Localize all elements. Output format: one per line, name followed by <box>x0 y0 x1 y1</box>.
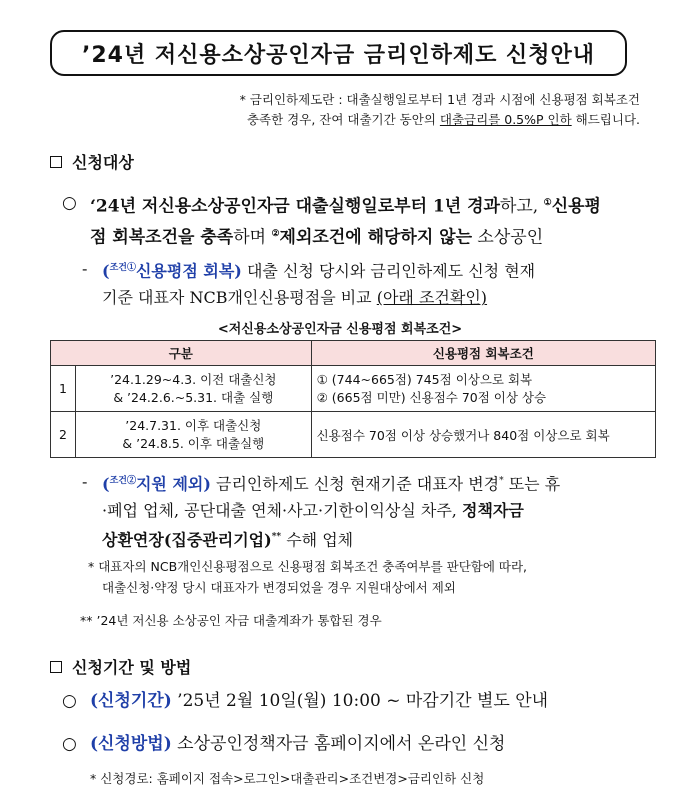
period-line1: ’24.1.29~4.3. 이전 대출신청 <box>110 371 277 387</box>
dash-bullet: - <box>82 472 88 491</box>
bullet-text1: 하고, <box>499 196 544 217</box>
table-row <box>51 412 656 458</box>
row-number: 2 <box>51 412 76 458</box>
recovery-table <box>50 340 656 458</box>
bullet-text2: 하며 <box>233 227 272 248</box>
cond1-text2-underline: (아래 조건확인) <box>376 288 488 308</box>
cond2-label: 지원 제외) <box>135 474 211 494</box>
cond2-text2-bold: 정책자금 <box>461 501 524 521</box>
definition-note <box>240 90 640 130</box>
method-label: (신청방법) <box>90 734 172 754</box>
period-line2: & ’24.8.5. 이후 대출실행 <box>122 435 265 451</box>
table-header: 구분 <box>51 341 312 366</box>
note-line2-underline: 대출금리를 0.5%P 인하 <box>439 112 572 127</box>
footnote2: ** ’24년 저신용 소상공인 자금 대출계좌가 통합된 경우 <box>80 613 382 628</box>
row-period <box>76 366 312 412</box>
cond2-text3-bold: 상환연장(집중관리기업) <box>102 530 272 550</box>
footnote1-line1: * 대표자의 NCB개인신용평점으로 신용평점 회복조건 충족여부를 판단함에 따라, <box>88 559 528 574</box>
condition-line1: ① (744~665점) 745점 이상으로 회복 <box>316 371 533 387</box>
sup-1: ① <box>543 198 552 208</box>
period-bullet <box>62 688 548 715</box>
cond1-sup: 조건① <box>109 263 136 273</box>
title-box <box>50 30 627 76</box>
circle-bullet-icon: ○ <box>62 691 77 711</box>
cond2-star2: ** <box>271 532 282 543</box>
method-bullet <box>62 731 505 758</box>
cond1-open: ( <box>102 261 110 281</box>
table-header: 신용평점 회복조건 <box>311 341 655 366</box>
cond2-text2: ·폐업 업체, 공단대출 연체·사고·기한이익상실 차주, <box>102 501 462 521</box>
condition2 <box>82 468 652 554</box>
application-path: * 신청경로: 홈페이지 접속>로그인>대출관리>조건변경>금리인하 신청 <box>90 771 485 786</box>
note-line2-post: 해드립니다. <box>571 112 640 127</box>
square-bullet-icon <box>50 156 62 168</box>
cond2-text1b: 또는 휴 <box>503 474 561 494</box>
cond2-text3: 수해 업체 <box>281 530 354 550</box>
row-condition <box>311 412 655 458</box>
footnote1 <box>88 556 658 598</box>
sup-2: ② <box>271 228 280 239</box>
period-line2: & ’24.2.6.~5.31. 대출 실행 <box>113 389 274 405</box>
condition1 <box>82 255 652 311</box>
eligibility-bullet <box>62 190 652 251</box>
row-condition <box>311 366 655 412</box>
bullet-bold3: 점 회복조건을 충족 <box>90 227 234 248</box>
bullet-bold2: 신용평 <box>551 196 601 217</box>
cond2-star: * <box>499 476 504 486</box>
cond1-text2: 기준 대표자 NCB개인신용평점을 비교 <box>102 288 377 308</box>
dash-bullet: - <box>82 259 88 278</box>
condition-line1: 신용점수 70점 이상 상승했거나 840점 이상으로 회복 <box>316 427 610 443</box>
square-bullet-icon <box>50 661 62 673</box>
period-label: (신청기간) <box>90 691 172 711</box>
section-eligibility <box>50 150 134 173</box>
note-line1: * 금리인하제도란 : 대출실행일로부터 1년 경과 시점에 신용평점 회복조건 <box>239 92 640 107</box>
condition-line2: ② (665점 미만) 신용점수 70점 이상 상승 <box>316 389 547 405</box>
bullet-bold4: 제외조건에 해당하지 않는 <box>279 227 473 248</box>
section-heading: 신청기간 및 방법 <box>72 658 192 677</box>
footnote1-line2: 대출신청·약정 당시 대표자가 변경되었을 경우 지원대상에서 제외 <box>102 580 456 595</box>
bullet-text3: 소상공인 <box>472 227 544 248</box>
section-period-method <box>50 655 191 678</box>
table-row <box>51 366 656 412</box>
note-line2 <box>240 110 640 130</box>
circle-bullet-icon: ○ <box>62 193 77 213</box>
circle-bullet-icon: ○ <box>62 734 77 754</box>
section-heading: 신청대상 <box>72 153 134 172</box>
cond2-sup: 조건② <box>109 476 136 486</box>
cond1-text1: 대출 신청 당시와 금리인하제도 신청 현재 <box>241 261 536 281</box>
page-title: ’24년 저신용소상공인자금 금리인하제도 신청안내 <box>82 42 595 68</box>
cond1-label: 신용평점 회복) <box>135 261 242 281</box>
note-line2-pre: 충족한 경우, 잔여 대출기간 동안의 <box>246 112 440 127</box>
method-text: 소상공인정책자금 홈페이지에서 온라인 신청 <box>171 734 506 754</box>
row-period <box>76 412 312 458</box>
table-caption: <저신용소상공인자금 신용평점 회복조건> <box>217 322 463 337</box>
period-line1: ’24.7.31. 이후 대출신청 <box>125 417 262 433</box>
period-text: ’25년 2월 10일(월) 10:00 ~ 마감기간 별도 안내 <box>171 691 549 711</box>
table-header-row <box>51 341 656 366</box>
bullet-bold1: ‘24년 저신용소상공인자금 대출실행일로부터 1년 경과 <box>90 196 500 217</box>
row-number: 1 <box>51 366 76 412</box>
cond2-open: ( <box>102 474 110 494</box>
cond2-text1: 금리인하제도 신청 현재기준 대표자 변경 <box>210 474 500 494</box>
